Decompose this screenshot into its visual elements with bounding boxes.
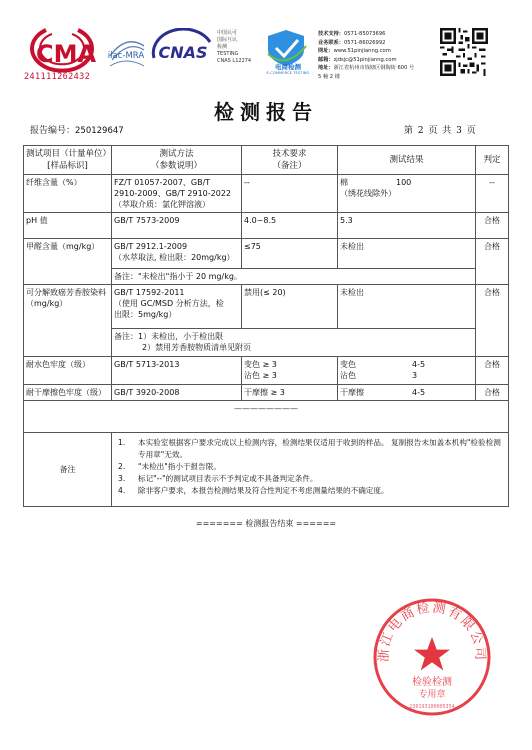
table-row: [24, 357, 509, 385]
stamp-ring-text: 浙江电商检测有限公司: [376, 600, 488, 663]
header-verdict: 判定: [476, 146, 509, 175]
cell-item: 纤维含量（%）: [24, 175, 112, 213]
cma-number: 241111262432: [24, 72, 91, 82]
cell-requirement: --: [242, 175, 338, 213]
header-result: 测试结果: [338, 146, 476, 175]
official-seal-stamp: [372, 597, 492, 717]
cnas-info-line: 检测: [217, 44, 228, 50]
header-requirement: 技术要求 （备注）: [242, 146, 338, 175]
cell-requirement: 变色 ≥ 3 沾色 ≥ 3: [242, 357, 338, 385]
cnas-label: CNAS: [158, 43, 208, 62]
cell-result: 棉 100 （绣花线除外）: [338, 175, 476, 213]
table-row: [24, 385, 509, 401]
remark-item: 1. 本实验室根据客户要求完成以上检测内容，检测结果仅适用于收到的样品。 复制报告未加盖本机构"检验检测专用章"无效。: [118, 438, 501, 459]
cell-result: 干摩擦 4-5: [338, 385, 476, 401]
contact-line: 业务联系：0571-86026992: [318, 39, 386, 46]
cell-note: 备注：1）未检出，小于检出限 2）禁用芳香胺物质清单见附页: [112, 329, 476, 357]
cell-requirement: 禁用(≤ 20): [242, 285, 338, 329]
cell-verdict: 合格: [476, 239, 509, 285]
contact-line: 网址：www.51pinjianng.com: [318, 48, 391, 55]
report-header: [0, 0, 532, 90]
contact-line: 地址：浙江省杭州市钱塘区钢陶街 600 号: [318, 65, 415, 72]
contact-line: 邮箱：zjdsjc@51pinjianng.com: [318, 56, 397, 63]
ilac-label: ilac-MRA: [107, 51, 145, 61]
cell-verdict: 合格: [476, 213, 509, 239]
cnas-info-line: 国际互认: [217, 37, 238, 43]
cell-verdict: --: [476, 175, 509, 213]
cnas-info: [217, 30, 251, 65]
report-end-line: ======= 检测报告结束 ======: [195, 519, 337, 528]
cell-item: 可分解致癌芳香胺染料（mg/kg）: [24, 285, 112, 357]
remarks-label: 备注: [24, 433, 112, 507]
ecom-name-en: E-COMMERCE TESTING: [266, 71, 310, 75]
cell-method: FZ/T 01057-2007、GB/T 2910-2009、GB/T 2910-2022 （萃取介质：氯化钾溶液）: [112, 175, 242, 213]
header-method: 测试方法 （参数说明）: [112, 146, 242, 175]
report-number-value: 250129647: [75, 126, 124, 136]
cell-result: 5.3: [338, 213, 476, 239]
cell-note: 备注："未检出"指小于 20 mg/kg。: [112, 269, 476, 285]
results-table: [23, 145, 509, 507]
remark-item: 4. 除非客户要求，本报告检测结果及符合性判定不考虑测量结果的不确定度。: [118, 486, 389, 495]
report-title: 检测报告: [214, 100, 318, 124]
cell-item: pH 值: [24, 213, 112, 239]
stamp-number: 230193100005354: [409, 704, 455, 710]
table-row: [24, 285, 509, 329]
ilac-mra-logo: [104, 32, 148, 72]
cell-item: 甲醛含量（mg/kg）: [24, 239, 112, 285]
cell-requirement: 干摩擦 ≥ 3: [242, 385, 338, 401]
report-number: [30, 123, 124, 136]
remark-item: 3. 标记"--"的测试项目表示不予判定或不具备判定条件。: [118, 474, 318, 483]
cnas-logo: [150, 28, 216, 72]
remark-item: 2. "未检出"指小于报告限。: [118, 462, 221, 471]
cell-verdict: 合格: [476, 385, 509, 401]
cell-requirement: ≤75: [242, 239, 338, 269]
ecom-name-cn: 电商检测: [275, 63, 301, 71]
table-row: [24, 401, 509, 433]
cell-method: GB/T 5713-2013: [112, 357, 242, 385]
cnas-info-line: TESTING: [217, 51, 239, 57]
cell-requirement: 4.0~8.5: [242, 213, 338, 239]
cell-method: GB/T 17592-2011 （使用 GC/MSD 分析方法，检 出限：5mg/kg）: [112, 285, 242, 329]
cma-letters: CMA: [35, 40, 97, 68]
cell-method: GB/T 7573-2009: [112, 213, 242, 239]
table-row: [24, 239, 509, 269]
cnas-info-line: CNAS L12274: [217, 58, 252, 64]
placeholder-line: ————————: [24, 401, 509, 433]
cell-result: 未检出: [338, 285, 476, 329]
remarks-content: [112, 433, 509, 507]
star-icon: [414, 637, 450, 670]
cell-method: GB/T 2912.1-2009 （水萃取法, 检出限：20mg/kg）: [112, 239, 242, 269]
contact-line: 5 幢 2 楼: [318, 73, 340, 80]
page-info: 第 2 页 共 3 页: [404, 126, 476, 136]
cnas-info-line: 中国认可: [217, 30, 238, 36]
cell-verdict: 合格: [476, 357, 509, 385]
cell-result: 未检出: [338, 239, 476, 269]
cell-verdict: 合格: [476, 285, 509, 357]
header-item: 测试项目（计量单位） [样品标识]: [24, 146, 112, 175]
table-row: [24, 175, 509, 213]
qr-code-icon: [440, 28, 488, 76]
remarks-row: [24, 433, 509, 507]
cell-result: 变色 4-5 沾色 3: [338, 357, 476, 385]
contact-line: 技术支持：0571-85073696: [318, 31, 386, 37]
table-row: [24, 213, 509, 239]
cell-item: 耐干摩擦色牢度（级）: [24, 385, 112, 401]
cell-item: 耐水色牢度（级）: [24, 357, 112, 385]
cell-method: GB/T 3920-2008: [112, 385, 242, 401]
stamp-center-line2: 专用章: [418, 690, 446, 700]
table-header-row: [24, 146, 509, 175]
contact-info: [318, 30, 448, 82]
stamp-center-line1: 检验检测: [412, 677, 452, 688]
report-number-label: 报告编号：: [30, 126, 76, 136]
